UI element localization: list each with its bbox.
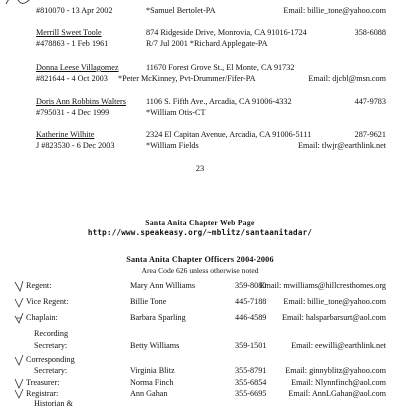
officers-title: Santa Anita Chapter Officers 2004-2006 xyxy=(126,255,274,264)
officer-email: Email: ginnyblitz@yahoo.com xyxy=(285,366,386,375)
member-address: 1106 S. Fifth Ave., Arcadia, CA 91006-4332 xyxy=(146,97,292,106)
officer-phone: 355-6695 xyxy=(235,389,267,398)
web-page-url[interactable]: http://www.speakeasy.org/~mblitz/santaanitadar/ xyxy=(87,228,313,237)
member-ancestor: *William Fields xyxy=(146,141,199,150)
member-number-date: #478863 - 1 Feb 1961 xyxy=(36,39,109,48)
officer-phone: 355-8791 xyxy=(235,366,267,375)
member-number-date: #795031 - 4 Dec 1999 xyxy=(36,108,110,117)
officer-name: Ann Gahan xyxy=(130,389,168,398)
member-email: Email: billie_tone@yahoo.com xyxy=(283,6,386,15)
member-entry xyxy=(0,0,400,18)
officer-email: Email: Nlynnfinch@aol.com xyxy=(291,378,386,387)
officer-phone: 355-6854 xyxy=(235,378,267,387)
officer-name: Betty Williams xyxy=(130,341,180,350)
member-number-date: #821644 - 4 Oct 2003 xyxy=(36,74,108,83)
member-ancestor: *Peter McKinney, Pvt-Drummer/Fifer-PA xyxy=(118,74,256,83)
pen-check-icon xyxy=(14,280,24,292)
member-ancestor: *Samuel Bertolet-PA xyxy=(146,6,216,15)
member-address: 2324 El Capitan Avenue, Arcadia, CA 91006-5111 xyxy=(146,130,312,139)
member-ancestor: R/7 Jul 2001 *Richard Applegate-PA xyxy=(146,39,268,48)
officer-name: Barbara Sparling xyxy=(130,313,186,322)
member-email: Email: djcbl@msn.com xyxy=(308,74,386,83)
member-name: Merrill Sweet Toole xyxy=(36,28,102,37)
member-phone: 287-9621 xyxy=(354,130,386,139)
officer-email: Email: halsparbarsurt@aol.com xyxy=(282,313,386,322)
officer-name: Virginia Blitz xyxy=(130,366,175,375)
officer-phone: 446-4589 xyxy=(235,313,267,322)
officer-name: Mary Ann Williams xyxy=(130,281,196,290)
web-page-title: Santa Anita Chapter Web Page xyxy=(145,218,255,227)
officer-role: Vice Regent: xyxy=(26,297,69,306)
member-number-date: J #823530 - 6 Dec 2003 xyxy=(36,141,115,150)
pen-check-icon xyxy=(14,312,24,324)
officer-phone: 445-7188 xyxy=(235,297,267,306)
pen-check-icon xyxy=(14,296,24,308)
officer-role: Chaplain: xyxy=(26,313,58,322)
page-number: 23 xyxy=(195,163,205,173)
officer-role: Historian & xyxy=(34,399,73,408)
officer-email: Email: mwilliams@hillcresthomes.org xyxy=(259,281,386,290)
member-address: 11670 Forest Grove St., El Monte, CA 91732 xyxy=(146,63,295,72)
officer-email: Email: eewilli@earthlink.net xyxy=(291,341,386,350)
member-number-date: #810070 - 13 Apr 2002 xyxy=(36,6,113,15)
officer-email: Email: billie_tone@yahoo.com xyxy=(283,297,386,306)
officer-phone: 359-1501 xyxy=(235,341,267,350)
member-name: Donna Leese Villagomez xyxy=(36,63,119,72)
officer-role: Regent: xyxy=(26,281,52,290)
member-ancestor: *William Otis-CT xyxy=(146,108,206,117)
member-entry xyxy=(0,62,400,86)
member-address: 874 Ridgeside Drive, Monrovia, CA 91016-1724 xyxy=(146,28,307,37)
member-email: Email: tlwjr@earthlink.net xyxy=(297,141,386,150)
pen-check-icon xyxy=(14,354,24,366)
member-entry xyxy=(0,96,400,120)
member-phone: 447-9783 xyxy=(354,97,386,106)
officer-name: Norma Finch xyxy=(130,378,174,387)
officer-email: Email: AnnLGahan@aol.com xyxy=(288,389,386,398)
officer-role: Recording xyxy=(34,329,69,338)
officer-phone: 359-8080 xyxy=(235,281,267,290)
member-name: Doris Ann Robbins Walters xyxy=(36,97,126,106)
officer-role-continued: Secretary: xyxy=(34,366,68,375)
officer-role: Treasurer: xyxy=(26,378,60,387)
member-name: Katherine Wilhite xyxy=(36,130,95,139)
member-entry xyxy=(0,27,400,51)
member-entry xyxy=(0,129,400,153)
officer-role: Corresponding xyxy=(26,355,75,364)
officer-name: Billie Tone xyxy=(130,297,167,306)
member-phone: 358-6088 xyxy=(354,28,386,37)
officer-role: Registrar: xyxy=(26,389,59,398)
officer-role-continued: Secretary: xyxy=(34,341,68,350)
officers-subtitle: Area Code 626 unless otherwise noted xyxy=(141,266,259,275)
pen-check-icon xyxy=(14,388,24,400)
